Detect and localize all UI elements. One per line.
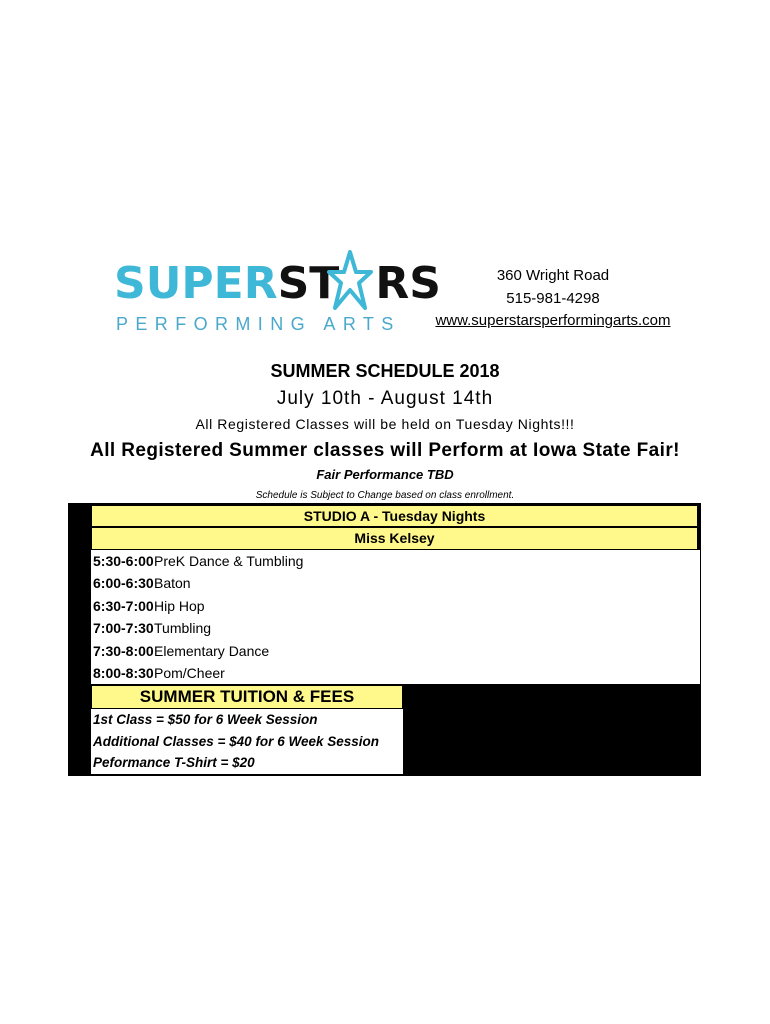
- teacher-name: Miss Kelsey: [91, 527, 698, 550]
- class-row: 7:00-7:30 Tumbling: [93, 620, 212, 636]
- class-row: 6:00-6:30 Baton: [93, 575, 191, 591]
- performance-headline: All Registered Summer classes will Perform at Iowa State Fair!: [90, 440, 680, 461]
- schedule-note: All Registered Classes will be held on Tuesday Nights!!!: [195, 416, 575, 432]
- website-link[interactable]: www.superstarsperformingarts.com: [435, 312, 671, 329]
- class-row: 8:00-8:30 Pom/Cheer: [93, 665, 225, 681]
- fee-item: Additional Classes = $40 for 6 Week Session: [93, 734, 379, 749]
- fees-title: SUMMER TUITION & FEES: [91, 685, 403, 709]
- schedule-table: [68, 503, 701, 776]
- phone-text: 515-981-4298: [506, 290, 600, 307]
- class-row: 5:30-6:00 PreK Dance & Tumbling: [93, 553, 304, 569]
- star-icon: [327, 250, 373, 310]
- class-list: [91, 550, 700, 684]
- schedule-disclaimer: Schedule is Subject to Change based on class enrollment.: [255, 490, 515, 501]
- class-row: 6:30-7:00 Hip Hop: [93, 598, 205, 614]
- logo-tagline: PERFORMING ARTS: [116, 314, 401, 334]
- fees-list: [91, 709, 403, 774]
- class-row: 7:30-8:00 Elementary Dance: [93, 643, 270, 659]
- superstars-logo: [114, 248, 441, 338]
- schedule-title: SUMMER SCHEDULE 2018: [270, 361, 500, 381]
- schedule-dates: July 10th - August 14th: [276, 388, 494, 409]
- address-text: 360 Wright Road: [496, 267, 610, 284]
- studio-name: STUDIO A - Tuesday Nights: [91, 505, 698, 527]
- fee-item: Peformance T-Shirt = $20: [93, 755, 255, 770]
- fee-item: 1st Class = $50 for 6 Week Session: [93, 712, 318, 727]
- fair-performance: Fair Performance TBD: [316, 467, 454, 482]
- logo-wordmark: SUPERST RS: [114, 258, 441, 309]
